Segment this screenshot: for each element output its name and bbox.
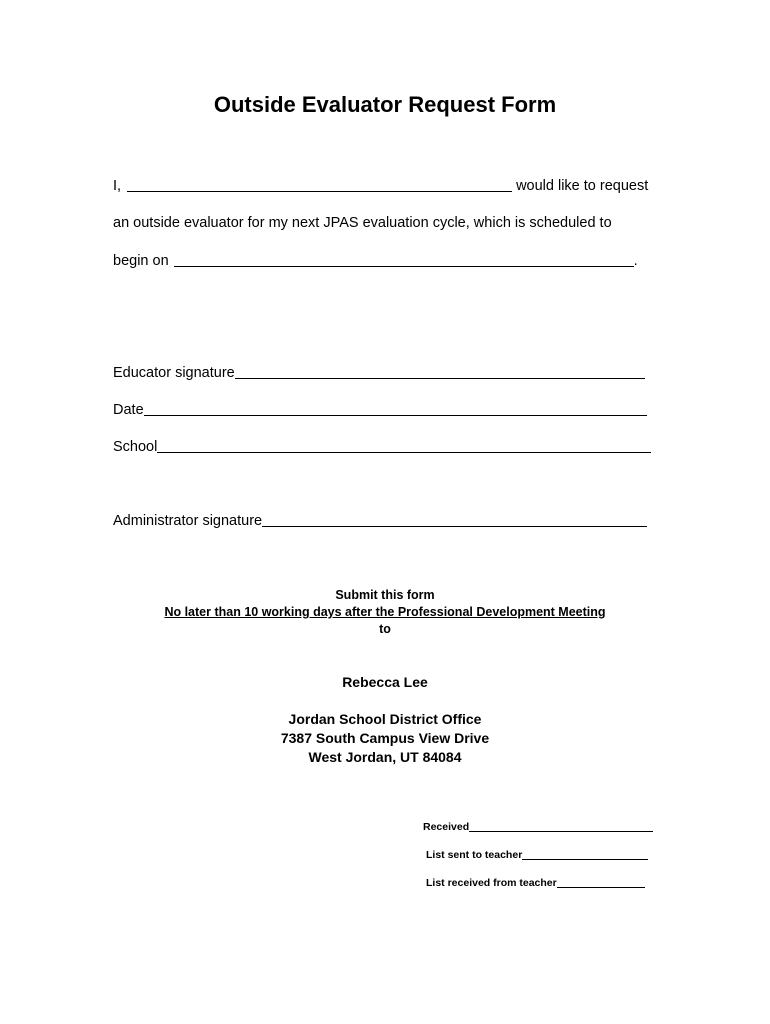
- administrator-signature-row: [113, 513, 647, 529]
- administrator-signature-label: Administrator signature: [113, 513, 263, 529]
- recipient-office: Jordan School District Office: [288, 711, 482, 727]
- list-received-label: List received from teacher: [426, 877, 557, 889]
- submit-deadline: No later than 10 working days after the Professional Development Meeting: [164, 605, 606, 619]
- date-row: [113, 402, 647, 418]
- received-row: [423, 821, 653, 833]
- recipient-city: West Jordan, UT 84084: [308, 749, 462, 765]
- page-title: Outside Evaluator Request Form: [213, 92, 557, 117]
- received-field[interactable]: [469, 830, 653, 832]
- date-field[interactable]: [144, 414, 647, 416]
- request-line-3: [113, 253, 638, 269]
- school-label: School: [113, 439, 158, 455]
- educator-signature-field[interactable]: [235, 377, 645, 379]
- begin-date-blank-field[interactable]: [174, 265, 634, 267]
- administrator-signature-field[interactable]: [262, 525, 647, 527]
- school-field[interactable]: [157, 451, 651, 453]
- educator-signature-label: Educator signature: [113, 365, 235, 381]
- list-received-field[interactable]: [557, 886, 645, 888]
- request-suffix: would like to request: [516, 178, 649, 194]
- school-row: [113, 439, 651, 455]
- list-sent-label: List sent to teacher: [426, 849, 523, 861]
- submit-heading: Submit this form: [335, 588, 435, 602]
- received-label: Received: [423, 821, 470, 833]
- request-prefix: I,: [113, 178, 122, 194]
- educator-signature-row: [113, 365, 645, 381]
- recipient-name: Rebecca Lee: [342, 674, 428, 690]
- list-received-row: [426, 877, 645, 889]
- begin-on-label: begin on: [113, 253, 169, 269]
- recipient-street: 7387 South Campus View Drive: [280, 730, 490, 746]
- begin-period: .: [633, 253, 638, 269]
- date-label: Date: [113, 402, 144, 418]
- name-blank-field[interactable]: [127, 190, 512, 192]
- list-sent-row: [426, 849, 648, 861]
- request-line-1: [113, 178, 648, 194]
- list-sent-field[interactable]: [522, 858, 648, 860]
- submit-to: to: [379, 622, 391, 636]
- request-line-2: an outside evaluator for my next JPAS evaluation cycle, which is scheduled to: [113, 215, 612, 231]
